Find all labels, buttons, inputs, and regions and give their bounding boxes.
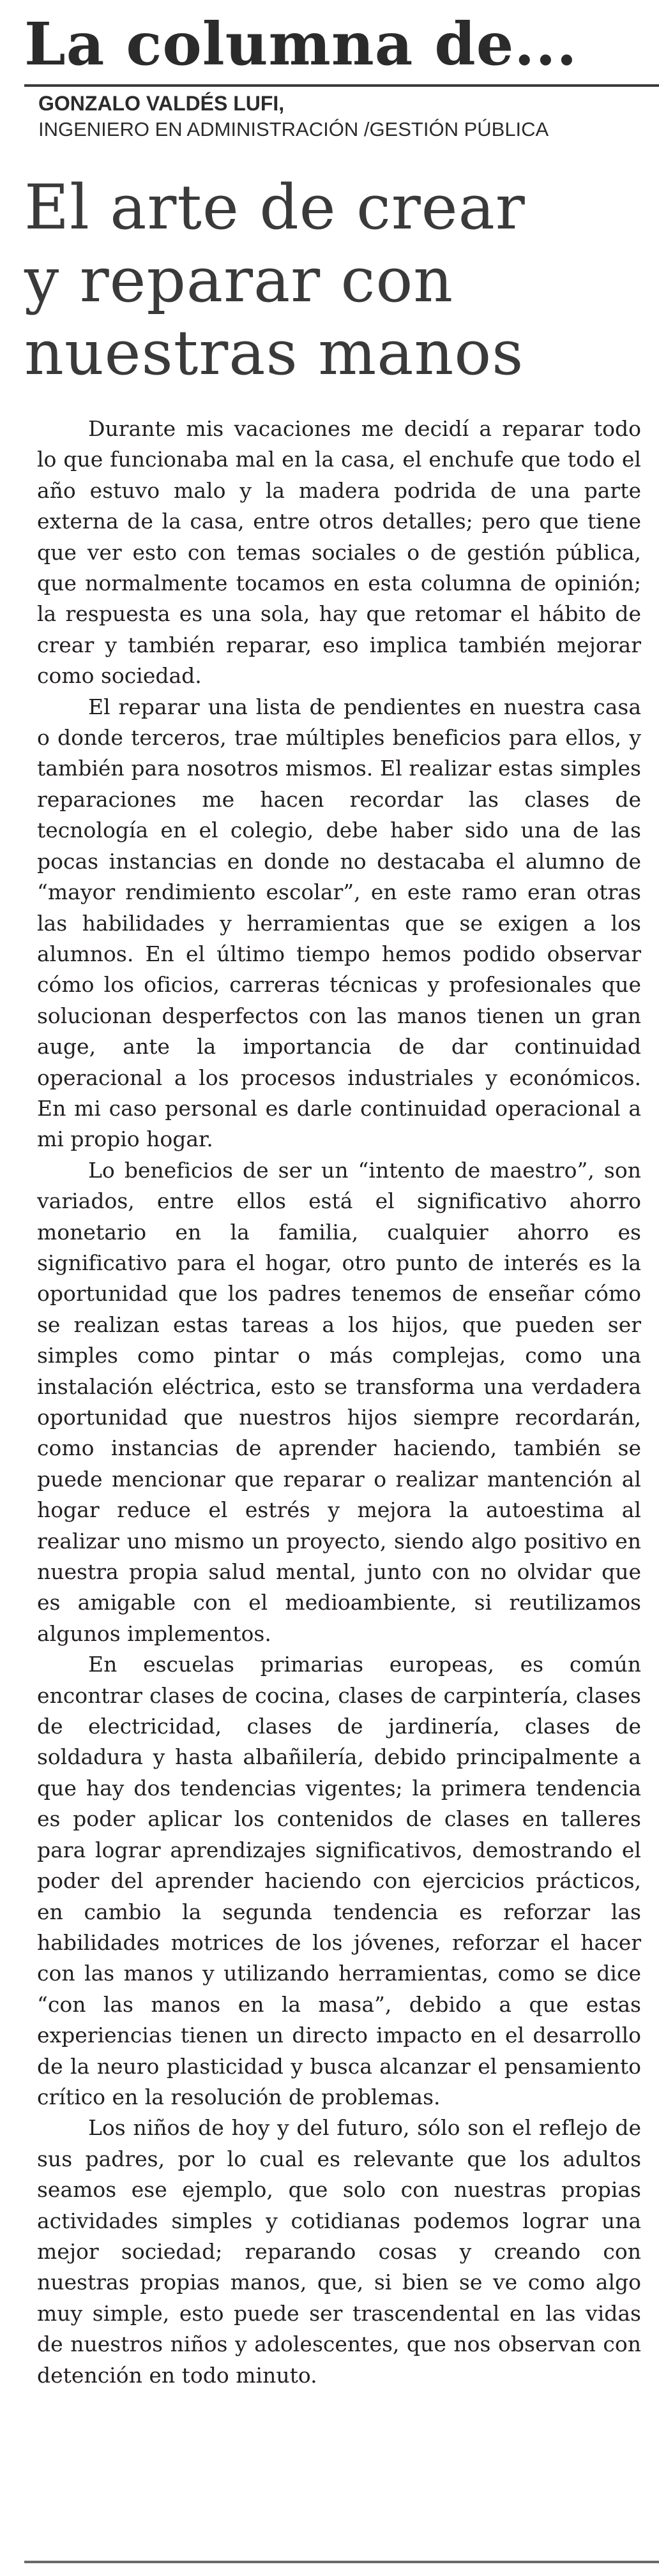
headline-line: nuestras manos (24, 317, 524, 389)
bottom-divider (24, 2561, 659, 2563)
column-section-title: La columna de... (24, 10, 578, 79)
article-paragraph: En escuelas primarias europeas, es común encontrar clases de cocina, clases de carpintería, clases de electricidad, clases de jardinería, clases de soldadura y hasta albañilería, debido principalmente a que hay dos tendencias vigentes; la primera tendencia es poder aplicar los contenidos de clases en talleres para lograr aprendizajes significativos, demostrando el poder del aprender haciendo con ejercicios prácticos, en cambio la segunda tendencia es reforzar las habilidades motrices de los jóvenes, reforzar el hacer con las manos y utilizando herramientas, como se dice “con las manos en la masa”, debido a que estas experiencias tienen un directo impacto en el desarrollo de la neuro plasticidad y busca alcanzar el pensamiento crítico en la resolución de problemas. (37, 1652, 641, 2109)
article-paragraph: El reparar una lista de pendientes en nuestra casa o donde terceros, trae múltiples beneficios para ellos, y también para nosotros mismos. El realizar estas simples reparaciones me hacen recordar las clases de tecnología en el colegio, debe haber sido una de las pocas instancias en donde no destacaba el alumno de “mayor rendimiento escolar”, en este ramo eran otras las habilidades y herramientas que se exigen a los alumnos. En el último tiempo hemos podido observar cómo los oficios, carreras técnicas y profesionales que solucionan desperfectos con las manos tienen un gran auge, ante la importancia de dar continuidad operacional a los procesos industriales y económicos. En mi caso personal es darle continuidad operacional a mi propio hogar. (37, 694, 641, 1152)
title-divider (24, 84, 659, 87)
article-paragraph: Los niños de hoy y del futuro, sólo son el reflejo de sus padres, por lo cual es relevante que los adultos seamos ese ejemplo, que solo con nuestras propias actividades simples y cotidianas podemos lograr una mejor sociedad; reparando cosas y creando con nuestras propias manos, que, si bien se ve como algo muy simple, esto puede ser trascendental en las vidas de nuestros niños y adolescentes, que nos observan con detención en todo minuto. (37, 2115, 641, 2388)
article-paragraph: Durante mis vacaciones me decidí a reparar todo lo que funcionaba mal en la casa, el enchufe que todo el año estuvo malo y la madera podrida de una parte externa de la casa, entre otros detalles; pero que tiene que ver esto con temas sociales o de gestión pública, que normalmente tocamos en esta columna de opinión; la respuesta es una sola, hay que retomar el hábito de crear y también reparar, eso implica también mejorar como sociedad. (37, 416, 641, 689)
headline-line: y reparar con (24, 244, 454, 316)
headline-line: El arte de crear (24, 172, 526, 243)
article-paragraph: Lo beneficios de ser un “intento de maestro”, son variados, entre ellos está el significativo ahorro monetario en la familia, cualquier ahorro es significativo para el hogar, otro punto de interés es la oportunidad que los padres tenemos de enseñar cómo se realizan estas tareas a los hijos, que pueden ser simples como pintar o más complejas, como una instalación eléctrica, esto se transforma una verdadera oportunidad que nuestros hijos siempre recordarán, como instancias de aprender haciendo, también se puede mencionar que reparar o realizar mantención al hogar reduce el estrés y mejora la autoestima al realizar uno mismo un proyecto, siendo algo positivo en nuestra propia salud mental, junto con no olvidar que es amigable con el medioambiente, si reutilizamos algunos implementos. (37, 1157, 641, 1646)
article-body (37, 414, 641, 2391)
author-role: INGENIERO EN ADMINISTRACIÓN /GESTIÓN PÚBLICA (38, 118, 549, 140)
author-name: GONZALO VALDÉS LUFI, (38, 92, 285, 115)
article-headline (24, 171, 650, 389)
